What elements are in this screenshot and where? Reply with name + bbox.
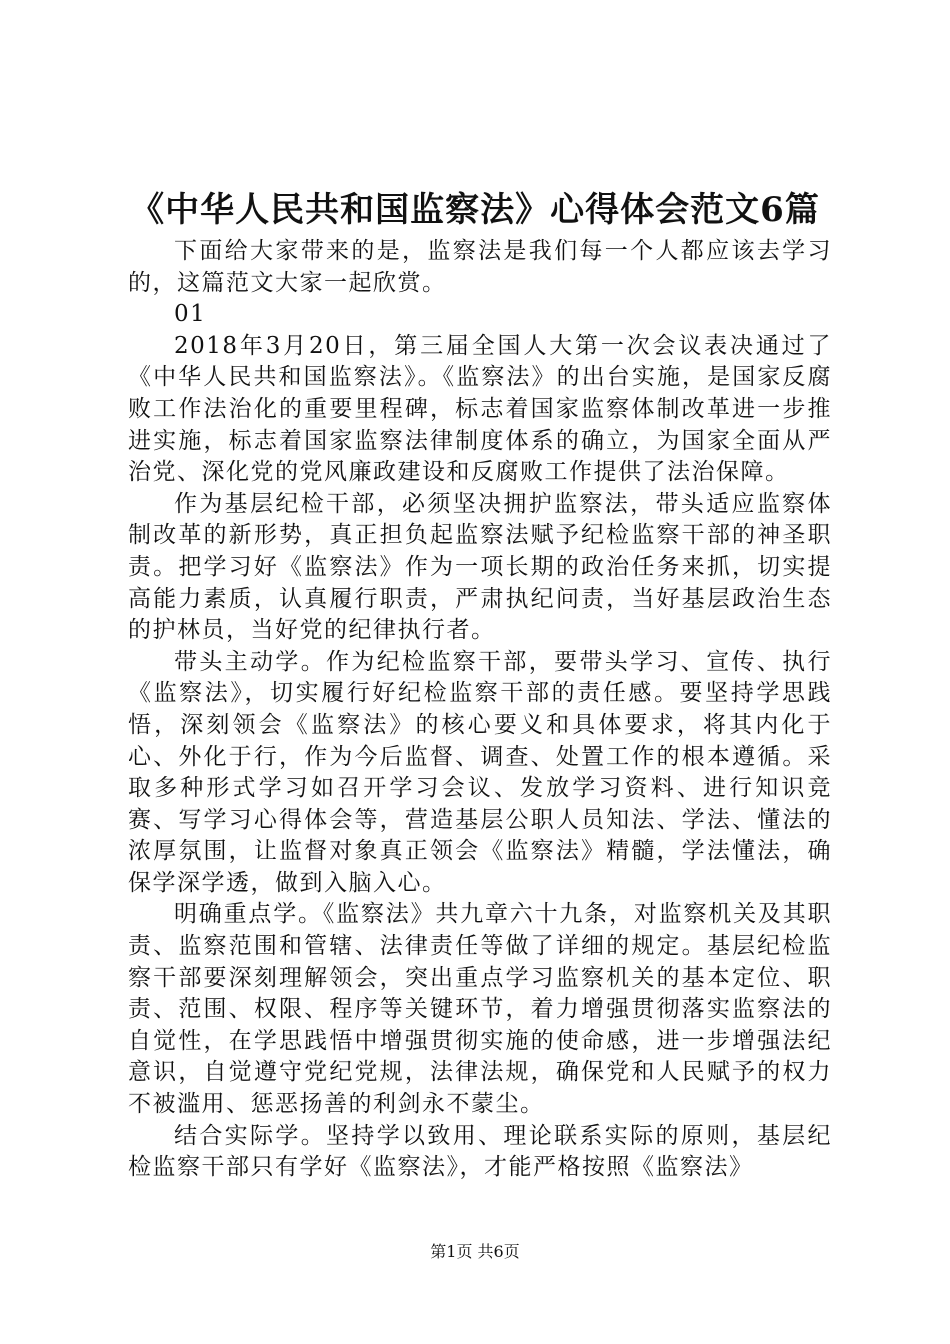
body-paragraph: 2018年3月20日，第三届全国人大第一次会议表决通过了《中华人民共和国监察法》。《监察法》的出台实施，是国家反腐败工作法治化的重要里程碑，标志着国家监察体制改革进一步推进实施，标志着国家监察法律制度体系的确立，为国家全面从严治党、深化党的党风廉政建设和反腐败工作提供了法治保障。 [128,332,832,486]
body-paragraph: 明确重点学。《监察法》共九章六十九条，对监察机关及其职责、监察范围和管辖、法律责任等做了详细的规定。基层纪检监察干部要深刻理解领会，突出重点学习监察机关的基本定位、职责、范围、权限、程序等关键环节，着力增强贯彻落实监察法的自觉性，在学思践悟中增强贯彻实施的使命感，进一步增强法纪意识，自觉遵守党纪党规，法律法规，确保党和人民赋予的权力不被滥用、惩恶扬善的利剑永不蒙尘。 [128,901,832,1118]
page-footer: 第1页 共6页 [430,1242,520,1261]
intro-paragraph: 下面给大家带来的是，监察法是我们每一个人都应该去学习的，这篇范文大家一起欣赏。 [128,238,832,296]
section-number: 01 [174,301,207,328]
body-paragraph: 带头主动学。作为纪检监察干部，要带头学习、宣传、执行《监察法》，切实履行好纪检监察干部的责任感。要坚持学思践悟，深刻领会《监察法》的核心要义和具体要求，将其内化于心、外化于行，作为今后监督、调查、处置工作的根本遵循。采取多种形式学习如召开学习会议、发放学习资料、进行知识竞赛、写学习心得体会等，营造基层公职人员知法、学法、懂法的浓厚氛围，让监督对象真正领会《监察法》精髓，学法懂法，确保学深学透，做到入脑入心。 [128,648,832,896]
document-body [128,236,832,1184]
body-paragraph: 结合实际学。坚持学以致用、理论联系实际的原则，基层纪检监察干部只有学好《监察法》，才能严格按照《监察法》 [128,1122,832,1181]
document-title: 《中华人民共和国监察法》心得体会范文6篇 [130,190,820,230]
body-paragraph: 作为基层纪检干部，必须坚决拥护监察法，带头适应监察体制改革的新形势，真正担负起监察法赋予纪检监察干部的神圣职责。把学习好《监察法》作为一项长期的政治任务来抓，切实提高能力素质，认真履行职责，严肃执纪问责，当好基层政治生态的护林员，当好党的纪律执行者。 [128,490,832,644]
